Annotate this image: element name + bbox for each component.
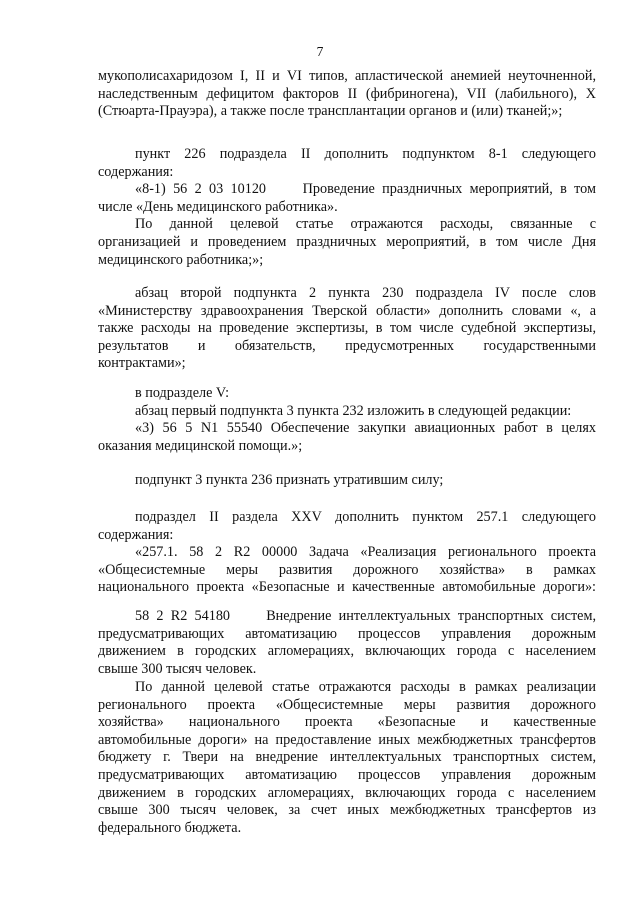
text-line: оказания медицинской помощи.»;	[98, 437, 303, 454]
amendment-item-230	[98, 285, 596, 373]
amendment-item-226	[98, 146, 596, 269]
text-line: также расходы на проведение экспертизы, в том числе судебной экспертизы,	[98, 320, 596, 337]
text-line: «Общесистемные меры развития дорожного хозяйства» в рамках	[98, 561, 596, 578]
text-line: «Министерству здравоохранения Тверской области» дополнить словами «, а	[98, 302, 596, 319]
text-line: пункт 226 подраздела II дополнить подпунктом 8-1 следующего	[135, 146, 596, 162]
text-line: организацией и проведением праздничных мероприятий, в том числе Дня	[98, 233, 596, 250]
text-line: движением в городских агломерациях, включающих города с населением	[98, 784, 596, 801]
paragraph-continuation	[98, 68, 596, 121]
text-line: По данной целевой статье отражаются расходы в рамках реализации	[135, 679, 596, 695]
text-line: контрактами»;	[98, 355, 186, 372]
text-line: результатов и обязательств, предусмотренных государственными	[98, 337, 596, 354]
target-article-54180	[98, 608, 596, 678]
text-line: свыше 300 тысяч человек, за счет иных межбюджетных трансфертов из	[98, 802, 596, 819]
text-line: «8-1) 56 2 03 10120 Проведение праздничных мероприятий, в том	[135, 181, 596, 198]
text-line: подраздел II раздела XXV дополнить пунктом 257.1 следующего	[135, 509, 596, 525]
text-line: национального проекта «Безопасные и качественные автомобильные дороги»:	[98, 579, 596, 596]
text-line: По данной целевой статье отражаются расходы, связанные с	[135, 216, 596, 233]
text-line: абзац второй подпункта 2 пункта 230 подраздела IV после слов	[135, 285, 596, 301]
text-line: автомобильные дороги» на предоставление иных межбюджетных трансфертов	[98, 731, 596, 748]
text-line: мукополисахаридозом I, II и VI типов, апластической анемией неуточненной,	[98, 68, 596, 84]
page-number: 7	[316, 44, 324, 59]
text-line: медицинского работника;»;	[98, 251, 264, 268]
text-line: свыше 300 тысяч человек.	[98, 660, 257, 677]
text-line: содержания:	[98, 163, 174, 180]
text-line: хозяйства» национального проекта «Безопасные и качественные	[98, 714, 596, 731]
text-line: «257.1. 58 2 R2 00000 Задача «Реализация регионального проекта	[135, 544, 596, 561]
text-line: абзац первый подпункта 3 пункта 232 изложить в следующей редакции:	[135, 402, 572, 419]
amendment-item-236	[98, 472, 596, 490]
text-line: 58 2 R2 54180 Внедрение интеллектуальных транспортных систем,	[135, 608, 596, 624]
text-line: (Стюарта-Прауэра), а также после трансплантации органов и (или) тканей;»;	[98, 103, 563, 120]
text-line: «3) 56 5 N1 55540 Обеспечение закупки авиационных работ в целях	[135, 420, 596, 437]
text-line: бюджету г. Твери на внедрение интеллектуальных транспортных систем,	[98, 749, 596, 766]
target-article-description	[98, 679, 596, 837]
text-line: федерального бюджета.	[98, 819, 242, 836]
text-line: предусматривающих автоматизацию процессов управления дорожным	[98, 766, 596, 783]
text-line: движением в городских агломерациях, включающих города с населением	[98, 643, 596, 660]
amendment-subsection-v	[98, 385, 596, 455]
text-line: числе «День медицинского работника».	[98, 198, 338, 215]
text-line: подпункт 3 пункта 236 признать утратившим силу;	[135, 472, 444, 488]
amendment-item-257-1	[98, 509, 596, 597]
text-line: в подразделе V:	[135, 385, 230, 401]
text-line: регионального проекта «Общесистемные меры развития дорожного	[98, 696, 596, 713]
text-line: содержания:	[98, 526, 174, 543]
text-line: наследственным дефицитом факторов II (фибриногена), VII (лабильного), X	[98, 85, 596, 102]
text-line: предусматривающих автоматизацию процессов управления дорожным	[98, 625, 596, 642]
